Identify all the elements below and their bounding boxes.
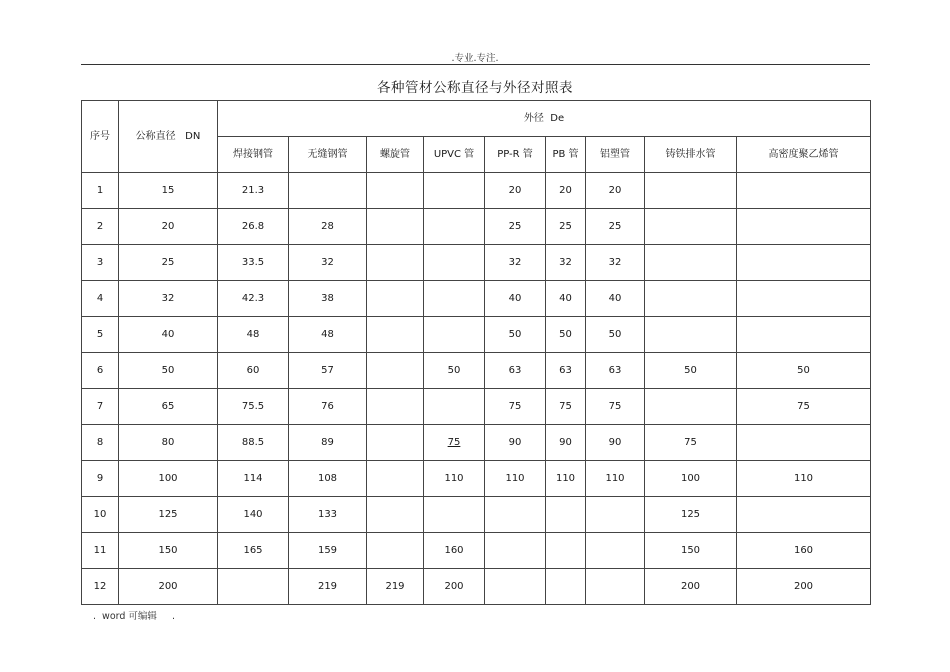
table-row	[82, 353, 871, 389]
header-rule	[81, 64, 870, 65]
table-cell: 150	[645, 533, 737, 569]
table-cell: 110	[737, 461, 871, 497]
table-cell: 50	[645, 353, 737, 389]
header-col-spiral: 螺旋管	[367, 137, 424, 173]
table-cell	[424, 281, 485, 317]
table-cell: 110	[546, 461, 586, 497]
table-cell: 50	[119, 353, 218, 389]
table-cell	[367, 245, 424, 281]
table-cell: 200	[119, 569, 218, 605]
table-row	[82, 317, 871, 353]
table-cell: 25	[586, 209, 645, 245]
table-cell: 15	[119, 173, 218, 209]
table-cell	[367, 353, 424, 389]
table-row	[82, 461, 871, 497]
table-row	[82, 425, 871, 461]
table-cell: 6	[82, 353, 119, 389]
table-row	[82, 497, 871, 533]
header-outer-diameter-group: 外径 De	[218, 101, 871, 137]
table-cell: 63	[546, 353, 586, 389]
table-cell: 50	[424, 353, 485, 389]
table-cell: 65	[119, 389, 218, 425]
table-cell	[586, 533, 645, 569]
table-cell: 90	[546, 425, 586, 461]
table-cell: 7	[82, 389, 119, 425]
table-cell: 76	[289, 389, 367, 425]
table-cell	[546, 533, 586, 569]
table-cell: 165	[218, 533, 289, 569]
table-cell: 100	[645, 461, 737, 497]
table-cell	[546, 497, 586, 533]
table-cell: 110	[586, 461, 645, 497]
table-cell	[586, 497, 645, 533]
table-cell	[424, 245, 485, 281]
table-cell	[367, 209, 424, 245]
table-cell	[485, 533, 546, 569]
table-cell: 100	[119, 461, 218, 497]
header-nominal-diameter: 公称直径 DN	[119, 101, 218, 173]
table-cell: 25	[546, 209, 586, 245]
table-cell	[645, 317, 737, 353]
table-cell: 200	[424, 569, 485, 605]
table-row	[82, 533, 871, 569]
header-col-upvc: UPVC 管	[424, 137, 485, 173]
table-cell: 2	[82, 209, 119, 245]
table-cell	[367, 281, 424, 317]
table-cell	[367, 461, 424, 497]
table-cell: 10	[82, 497, 119, 533]
table-cell: 50	[586, 317, 645, 353]
table-cell	[367, 317, 424, 353]
table-cell: 1	[82, 173, 119, 209]
table-cell: 125	[119, 497, 218, 533]
header-index: 序号	[82, 101, 119, 173]
table-cell: 20	[586, 173, 645, 209]
table-cell: 12	[82, 569, 119, 605]
table-cell: 32	[586, 245, 645, 281]
table-row	[82, 281, 871, 317]
table-cell: 40	[485, 281, 546, 317]
table-cell: 75	[485, 389, 546, 425]
table-cell: 33.5	[218, 245, 289, 281]
page-header: .专业.专注.	[451, 53, 499, 64]
table-cell: 114	[218, 461, 289, 497]
table-cell: 50	[546, 317, 586, 353]
table-cell	[424, 173, 485, 209]
table-cell: 40	[119, 317, 218, 353]
table-cell: 32	[289, 245, 367, 281]
table-cell	[367, 425, 424, 461]
header-col-cast-iron-drain: 铸铁排水管	[645, 137, 737, 173]
table-cell	[367, 173, 424, 209]
header-col-welded-steel: 焊接钢管	[218, 137, 289, 173]
table-cell: 75	[645, 425, 737, 461]
table-cell: 48	[289, 317, 367, 353]
table-cell	[645, 245, 737, 281]
table-cell	[424, 497, 485, 533]
table-cell: 80	[119, 425, 218, 461]
table-cell: 75.5	[218, 389, 289, 425]
table-cell: 90	[586, 425, 645, 461]
table-row	[82, 173, 871, 209]
table-cell	[645, 209, 737, 245]
table-cell	[737, 317, 871, 353]
table-cell	[485, 497, 546, 533]
table-cell	[367, 533, 424, 569]
table-cell	[737, 281, 871, 317]
page-footer: . word 可编辑 .	[93, 611, 176, 622]
table-cell: 200	[645, 569, 737, 605]
header-col-ppr: PP-R 管	[485, 137, 546, 173]
table-cell	[485, 569, 546, 605]
table-cell	[289, 173, 367, 209]
table-cell: 11	[82, 533, 119, 569]
table-cell: 60	[218, 353, 289, 389]
header-col-seamless-steel: 无缝钢管	[289, 137, 367, 173]
table-cell	[367, 389, 424, 425]
table-cell: 140	[218, 497, 289, 533]
table-cell	[645, 281, 737, 317]
table-cell	[645, 389, 737, 425]
table-cell: 20	[485, 173, 546, 209]
table-cell: 50	[737, 353, 871, 389]
table-cell	[737, 497, 871, 533]
table-cell: 4	[82, 281, 119, 317]
table-cell: 110	[485, 461, 546, 497]
table-row	[82, 245, 871, 281]
table-cell: 32	[546, 245, 586, 281]
table-cell: 57	[289, 353, 367, 389]
table-cell: 75	[424, 425, 485, 461]
table-cell: 25	[119, 245, 218, 281]
table-cell	[424, 317, 485, 353]
table-cell	[367, 497, 424, 533]
header-col-hdpe: 高密度聚乙烯管	[737, 137, 871, 173]
table-row	[82, 389, 871, 425]
table-cell: 9	[82, 461, 119, 497]
table-cell: 219	[367, 569, 424, 605]
table-cell: 26.8	[218, 209, 289, 245]
table-cell: 219	[289, 569, 367, 605]
table-cell	[546, 569, 586, 605]
table-cell	[737, 425, 871, 461]
table-cell: 20	[546, 173, 586, 209]
table-cell	[737, 173, 871, 209]
table-cell: 48	[218, 317, 289, 353]
table-cell: 63	[586, 353, 645, 389]
table-cell: 32	[485, 245, 546, 281]
table-cell: 90	[485, 425, 546, 461]
table-cell: 150	[119, 533, 218, 569]
table-cell: 125	[645, 497, 737, 533]
table-cell: 75	[546, 389, 586, 425]
table-cell: 5	[82, 317, 119, 353]
table-cell: 50	[485, 317, 546, 353]
table-cell: 110	[424, 461, 485, 497]
table-cell	[424, 209, 485, 245]
table-cell: 88.5	[218, 425, 289, 461]
table-cell	[586, 569, 645, 605]
table-cell: 133	[289, 497, 367, 533]
table-cell: 63	[485, 353, 546, 389]
header-row-1	[82, 101, 871, 137]
table-cell: 20	[119, 209, 218, 245]
table-cell: 25	[485, 209, 546, 245]
table-cell	[737, 245, 871, 281]
table-cell: 75	[586, 389, 645, 425]
table-cell: 8	[82, 425, 119, 461]
document-title: 各种管材公称直径与外径对照表	[377, 80, 573, 96]
table-cell: 38	[289, 281, 367, 317]
table-cell: 200	[737, 569, 871, 605]
table-cell: 21.3	[218, 173, 289, 209]
table-cell	[645, 173, 737, 209]
table-cell	[424, 389, 485, 425]
table-cell: 89	[289, 425, 367, 461]
header-col-pb: PB 管	[546, 137, 586, 173]
header-col-aluminum-plastic: 铝塑管	[586, 137, 645, 173]
table-cell: 160	[737, 533, 871, 569]
table-cell: 40	[546, 281, 586, 317]
table-cell: 28	[289, 209, 367, 245]
table-cell: 159	[289, 533, 367, 569]
table-row	[82, 209, 871, 245]
pipe-diameter-table	[81, 100, 871, 605]
table-cell: 40	[586, 281, 645, 317]
table-cell: 160	[424, 533, 485, 569]
table-cell: 3	[82, 245, 119, 281]
table-cell: 75	[737, 389, 871, 425]
table-cell	[737, 209, 871, 245]
table-cell: 42.3	[218, 281, 289, 317]
table-row	[82, 569, 871, 605]
table-cell: 108	[289, 461, 367, 497]
table-cell	[218, 569, 289, 605]
table-cell: 32	[119, 281, 218, 317]
